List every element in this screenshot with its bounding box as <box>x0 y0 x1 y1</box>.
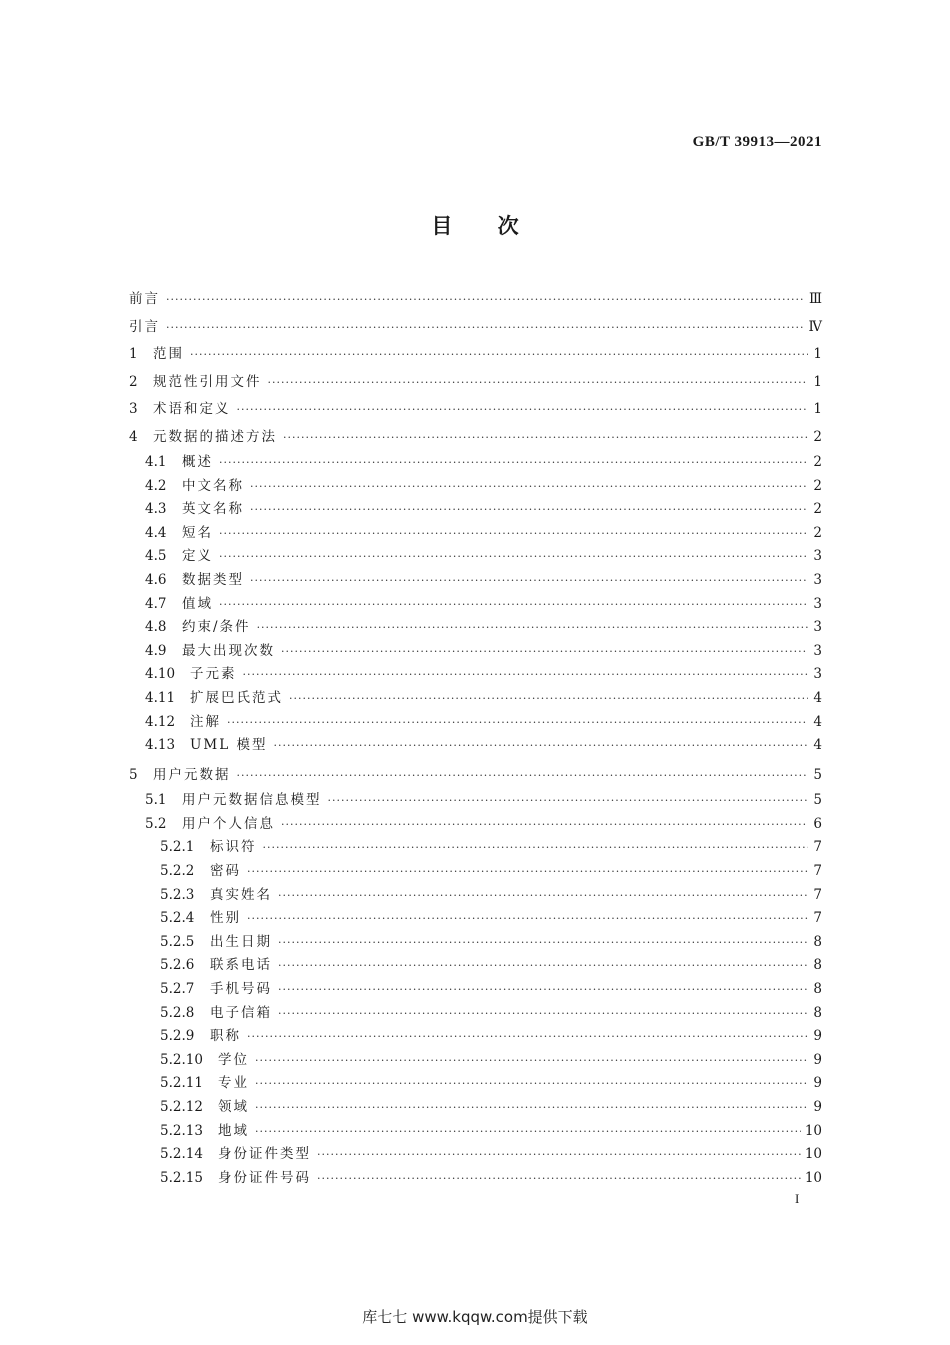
toc-entry-label: 英文名称 <box>182 501 244 518</box>
toc-entry-number: 1 <box>129 346 138 362</box>
toc-entry-label: 性别 <box>210 910 241 927</box>
toc-entry-page: 1 <box>813 373 822 390</box>
dot-leader <box>227 711 808 735</box>
toc-entry-page: 3 <box>813 619 822 636</box>
toc-entry-page: 7 <box>813 839 822 856</box>
dot-leader <box>166 286 805 314</box>
toc-entry[interactable] <box>129 687 822 711</box>
toc-entry-number: 5.1 <box>145 792 167 809</box>
dot-leader <box>166 314 805 342</box>
dot-leader <box>219 593 808 617</box>
dot-leader <box>250 475 808 499</box>
toc-entry-label: 专业 <box>218 1075 249 1092</box>
toc-entry-page: 3 <box>813 571 822 588</box>
toc-entry[interactable] <box>129 1025 822 1049</box>
toc-entry[interactable] <box>129 734 822 758</box>
toc-entry-number: 5.2.10 <box>160 1051 203 1068</box>
toc-entry-page: 8 <box>813 1004 822 1021</box>
dot-leader <box>247 907 808 931</box>
toc-entry-label: 身份证件类型 <box>218 1146 311 1163</box>
dot-leader <box>247 1025 808 1049</box>
dot-leader <box>281 813 808 837</box>
dot-leader <box>281 640 808 664</box>
toc-entry-number: 4.13 <box>145 737 176 754</box>
dot-leader <box>250 569 808 593</box>
toc-entry-number: 5.2.3 <box>160 886 195 903</box>
dot-leader <box>278 884 808 908</box>
toc-entry[interactable] <box>129 1002 822 1026</box>
toc-entry[interactable] <box>129 711 822 735</box>
toc-entry-label: 学位 <box>218 1051 249 1068</box>
toc-entry[interactable] <box>129 978 822 1002</box>
toc-entry[interactable] <box>129 593 822 617</box>
toc-entry-page: 3 <box>813 595 822 612</box>
toc-entry-label: 真实姓名 <box>210 886 272 903</box>
toc-entry-label: 最大出现次数 <box>182 642 275 659</box>
dot-leader <box>283 424 808 452</box>
toc-entry-number: 4.3 <box>145 501 167 518</box>
dot-leader <box>247 860 808 884</box>
toc-entry-number: 5.2.5 <box>160 933 195 950</box>
toc-entry-label: 职称 <box>210 1028 241 1045</box>
toc-entry-label: 领域 <box>218 1098 249 1115</box>
toc-entry-page: 10 <box>804 1146 822 1163</box>
toc-entry-label: 身份证件号码 <box>218 1169 311 1186</box>
dot-leader <box>219 545 808 569</box>
dot-leader <box>219 522 808 546</box>
toc-entry-page: 7 <box>813 886 822 903</box>
dot-leader <box>250 498 808 522</box>
toc-entry-number: 5.2.1 <box>160 839 195 856</box>
toc-entry-number: 5.2.7 <box>160 980 195 997</box>
toc-entry[interactable] <box>129 1120 822 1144</box>
toc-entry-label: 定义 <box>182 548 213 565</box>
toc-entry-page: 3 <box>813 666 822 683</box>
toc-entry-label: 扩展巴氏范式 <box>190 689 283 706</box>
toc-entry[interactable] <box>129 286 822 314</box>
toc-entry-page: 5 <box>813 792 822 809</box>
toc-entry[interactable] <box>129 1167 822 1191</box>
dot-leader <box>328 789 809 813</box>
toc-entry-label: 中文名称 <box>182 477 244 494</box>
toc-entry-page: 2 <box>813 428 822 445</box>
toc-entry-number: 5.2.9 <box>160 1028 195 1045</box>
toc-entry-label: 密码 <box>210 863 241 879</box>
toc-entry[interactable] <box>129 451 822 475</box>
toc-entry-label: 用户个人信息 <box>182 815 275 832</box>
page-folio: I <box>795 1191 800 1206</box>
toc-entry-label: 短名 <box>182 524 213 541</box>
toc-entry[interactable] <box>129 522 822 546</box>
toc-entry[interactable] <box>129 545 822 569</box>
toc-entry-label: 出生日期 <box>210 933 272 950</box>
toc-entry[interactable] <box>129 369 822 397</box>
toc-entry-number: 4.12 <box>145 713 176 730</box>
toc-entry-label: 概述 <box>182 454 213 470</box>
toc-entry-number: 3 <box>129 401 138 417</box>
toc-entry-page: 2 <box>813 524 822 541</box>
toc-entry-number: 5.2.8 <box>160 1004 195 1021</box>
dot-leader <box>237 762 809 790</box>
toc-entry-label: 手机号码 <box>210 980 272 997</box>
toc-entry-label: 元数据的描述方法 <box>153 428 277 445</box>
toc-entry-label: 用户元数据 <box>153 766 231 783</box>
toc-entry-number: 4.1 <box>145 454 167 470</box>
toc-entry-number: 5.2.14 <box>160 1146 203 1163</box>
toc-entry-label: 引言 <box>129 318 160 335</box>
toc-entry-page: 7 <box>813 910 822 927</box>
toc-entry-page: 5 <box>813 766 822 783</box>
toc-entry[interactable] <box>129 884 822 908</box>
dot-leader <box>257 616 808 640</box>
toc-entry[interactable] <box>129 341 822 369</box>
toc-entry[interactable] <box>129 1143 822 1167</box>
toc-entry-label: 电子信箱 <box>210 1004 272 1021</box>
toc-entry-page: 8 <box>813 933 822 950</box>
toc-entry-label: 注解 <box>190 713 221 730</box>
toc-entry-page: 10 <box>804 1122 822 1139</box>
toc-entry-number: 4 <box>129 428 138 445</box>
dot-leader <box>268 369 809 397</box>
toc-entry-label: 范围 <box>153 346 184 362</box>
toc-entry-page: 9 <box>813 1098 822 1115</box>
toc-entry-page: 6 <box>813 815 822 832</box>
toc-entry-label: 子元素 <box>190 666 237 683</box>
toc-entry-label: 地域 <box>218 1122 249 1139</box>
toc-entry-number: 5.2.6 <box>160 957 195 974</box>
toc-entry[interactable] <box>129 813 822 837</box>
toc-entry-label: 术语和定义 <box>153 401 231 417</box>
toc-entry[interactable] <box>129 475 822 499</box>
toc-entry-page: Ⅲ <box>808 291 822 307</box>
toc-entry-page: 9 <box>813 1075 822 1092</box>
toc-title: 目 次 <box>431 214 519 238</box>
toc-entry-label: 数据类型 <box>182 571 244 588</box>
toc-entry[interactable] <box>129 789 822 813</box>
toc-entry-page: Ⅳ <box>808 318 822 335</box>
dot-leader <box>255 1120 801 1144</box>
toc-entry-page: 3 <box>813 642 822 659</box>
toc-entry-number: 5.2.12 <box>160 1098 203 1115</box>
toc-entry[interactable] <box>129 954 822 978</box>
toc-entry-number: 4.10 <box>145 666 176 683</box>
toc-entry-page: 9 <box>813 1028 822 1045</box>
toc-entry[interactable] <box>129 569 822 593</box>
toc-entry[interactable] <box>129 836 822 860</box>
toc-entry-label: 用户元数据信息模型 <box>182 792 322 809</box>
dot-leader <box>317 1167 801 1191</box>
toc-entry-number: 4.9 <box>145 642 167 659</box>
toc-entry-page: 10 <box>804 1169 822 1186</box>
toc-entry-number: 2 <box>129 373 138 390</box>
dot-leader <box>237 396 809 424</box>
toc-entry[interactable] <box>129 640 822 664</box>
dot-leader <box>273 734 808 758</box>
toc-entry-page: 4 <box>813 737 822 754</box>
toc-entry[interactable] <box>129 1096 822 1120</box>
toc-entry-number: 4.8 <box>145 619 167 636</box>
toc-entry-page: 2 <box>813 454 822 470</box>
toc-entry-label: 值域 <box>182 595 213 612</box>
toc-entry-number: 5.2.13 <box>160 1122 203 1139</box>
dot-leader <box>219 451 808 475</box>
toc-entry[interactable] <box>129 931 822 955</box>
toc-entry[interactable] <box>129 663 822 687</box>
toc-entry[interactable] <box>129 1072 822 1096</box>
toc-entry-page: 4 <box>813 689 822 706</box>
toc-entry-label: 前言 <box>129 291 160 307</box>
dot-leader <box>289 687 808 711</box>
dot-leader <box>278 954 808 978</box>
toc-entry-number: 4.7 <box>145 595 167 612</box>
dot-leader <box>278 1002 808 1026</box>
toc-entry-page: 8 <box>813 980 822 997</box>
toc-entry[interactable] <box>129 498 822 522</box>
toc-entry-page: 1 <box>813 401 822 417</box>
toc-entry-page: 1 <box>813 346 822 362</box>
dot-leader <box>190 341 808 369</box>
toc-entry-page: 2 <box>813 477 822 494</box>
toc-entry[interactable] <box>129 424 822 452</box>
download-footer: 库七七 www.kqqw.com提供下载 <box>362 1308 588 1326</box>
toc-entry-page: 7 <box>813 863 822 879</box>
toc-entry-page: 8 <box>813 957 822 974</box>
toc-entry-number: 4.2 <box>145 477 167 494</box>
dot-leader <box>255 1049 808 1073</box>
dot-leader <box>243 663 809 687</box>
toc-entry-label: 规范性引用文件 <box>153 373 262 390</box>
toc-entry-number: 5.2.15 <box>160 1169 203 1186</box>
toc-entry[interactable] <box>129 396 822 424</box>
toc-entry-number: 4.11 <box>145 689 176 706</box>
dot-leader <box>255 1096 808 1120</box>
toc-entry-page: 3 <box>813 548 822 565</box>
toc-entry-number: 5.2.2 <box>160 863 195 879</box>
dot-leader <box>278 978 808 1002</box>
toc-entry-label: 约束/条件 <box>182 619 251 636</box>
toc-entry[interactable] <box>129 860 822 884</box>
toc-entry-number: 4.4 <box>145 524 167 541</box>
table-of-contents <box>129 286 822 1190</box>
dot-leader <box>255 1072 808 1096</box>
toc-entry-label: UML 模型 <box>190 737 268 754</box>
toc-entry[interactable] <box>129 762 822 790</box>
dot-leader <box>317 1143 801 1167</box>
toc-entry-number: 4.6 <box>145 571 167 588</box>
toc-entry-label: 标识符 <box>210 839 257 856</box>
toc-entry[interactable] <box>129 616 822 640</box>
toc-entry-number: 5.2.4 <box>160 910 195 927</box>
dot-leader <box>278 931 808 955</box>
standard-code: GB/T 39913—2021 <box>692 134 822 150</box>
toc-entry[interactable] <box>129 907 822 931</box>
toc-entry-number: 4.5 <box>145 548 167 565</box>
dot-leader <box>263 836 809 860</box>
toc-entry-number: 5.2.11 <box>160 1075 203 1092</box>
toc-entry-label: 联系电话 <box>210 957 272 974</box>
toc-entry-number: 5 <box>129 766 138 783</box>
toc-entry-number: 5.2 <box>145 815 167 832</box>
toc-entry-page: 4 <box>813 713 822 730</box>
toc-entry[interactable] <box>129 314 822 342</box>
toc-entry-page: 9 <box>813 1051 822 1068</box>
toc-entry[interactable] <box>129 1049 822 1073</box>
toc-entry-page: 2 <box>813 501 822 518</box>
